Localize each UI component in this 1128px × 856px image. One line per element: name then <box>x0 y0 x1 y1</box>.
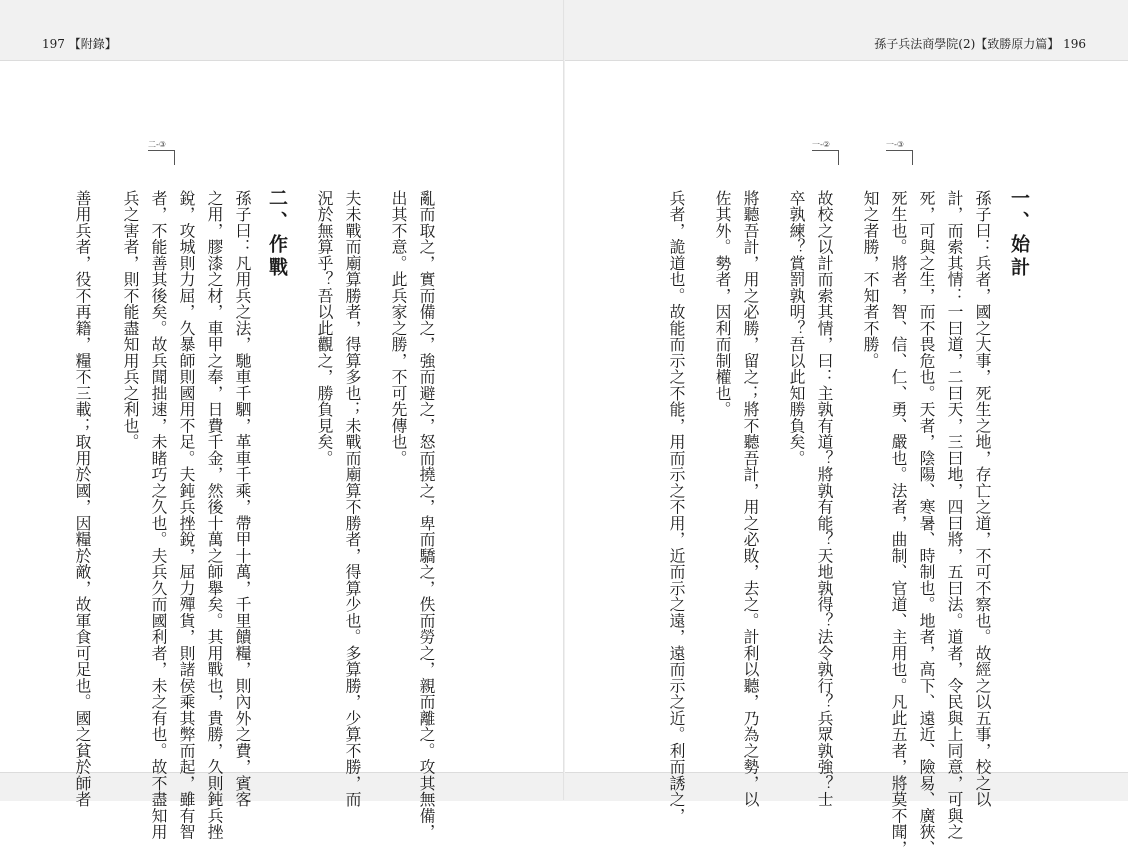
text-column: 死，可與之生，而不畏危也。天者，陰陽、寒暑、時制也。地者，高下、遠近、險易、廣狹、 <box>917 190 936 856</box>
text-column: 兵者，詭道也。故能而示之不能，用而示之不用，近而示之遠，遠而示之近。利而誘之， <box>667 190 686 824</box>
text-column: 孫子曰：凡用兵之法，馳車千駟，革車千乘，帶甲十萬，千里饋糧，則內外之費，賓客 <box>233 190 252 808</box>
annotation-marker: 二-③ <box>148 150 175 165</box>
text-column: 之用，膠漆之材，車甲之奉，日費千金，然後十萬之師舉矣。其用戰也，貴勝，久則鈍兵挫 <box>205 190 224 840</box>
text-column: 者，不能善其後矣。故兵聞拙速，未睹巧之久也。夫兵久而國利者，未之有也。故不盡知用 <box>149 190 168 840</box>
text-column: 夫未戰而廟算勝者，得算多也；未戰而廟算不勝者，得算少也。多算勝，少算不勝，而 <box>343 190 362 808</box>
text-column: 銳，攻城則力屈，久暴師則國用不足。夫鈍兵挫銳，屈力殫貨，則諸侯乘其弊而起，雖有智 <box>177 190 196 840</box>
book-spine <box>563 0 565 800</box>
text-column: 出其不意。此兵家之勝，不可先傳也。 <box>389 190 408 467</box>
left-page-header: 197 【附錄】 <box>42 37 117 51</box>
text-column: 將聽吾計，用之必勝，留之；將不聽吾計，用之必敗，去之。計利以聽，乃為之勢，以 <box>741 190 760 808</box>
text-column: 死生也。將者，智、信、仁、勇、嚴也。法者，曲制、官道、主用也。凡此五者，將莫不聞， <box>889 190 908 856</box>
text-column: 知之者勝，不知者不勝。 <box>861 190 880 369</box>
text-column: 兵之害者，則不能盡知用兵之利也。 <box>121 190 140 450</box>
text-column: 亂而取之，實而備之，強而避之，怒而撓之，卑而驕之，佚而勞之，親而離之。攻其無備， <box>417 190 436 840</box>
text-column: 故校之以計而索其情，曰：主孰有道？將孰有能？天地孰得？法令孰行？兵眾孰強？士 <box>815 190 834 808</box>
text-column: 孫子曰：兵者，國之大事，死生之地，存亡之道，不可不察也。故經之以五事，校之以 <box>973 190 992 808</box>
text-column: 計，而索其情：一曰道，二曰天，三曰地，四曰將，五曰法。道者，令民與上同意，可與之 <box>945 190 964 840</box>
text-column: 況於無算乎？吾以此觀之，勝負見矣。 <box>315 190 334 467</box>
section-2-heading: 二、作戰 <box>266 188 288 280</box>
text-column: 善用兵者，役不再籍，糧不三載；取用於國，因糧於敵，故軍食可足也。國之貧於師者 <box>73 190 92 808</box>
section-1-heading: 一、始計 <box>1008 188 1030 280</box>
annotation-marker: 一-③ <box>886 150 913 165</box>
annotation-marker: 一-② <box>812 150 839 165</box>
text-column: 佐其外。勢者，因利而制權也。 <box>713 190 732 418</box>
text-column: 卒孰練？賞罰孰明？吾以此知勝負矣。 <box>787 190 806 467</box>
right-page-header: 孫子兵法商學院(2)【致勝原力篇】 196 <box>874 37 1086 51</box>
